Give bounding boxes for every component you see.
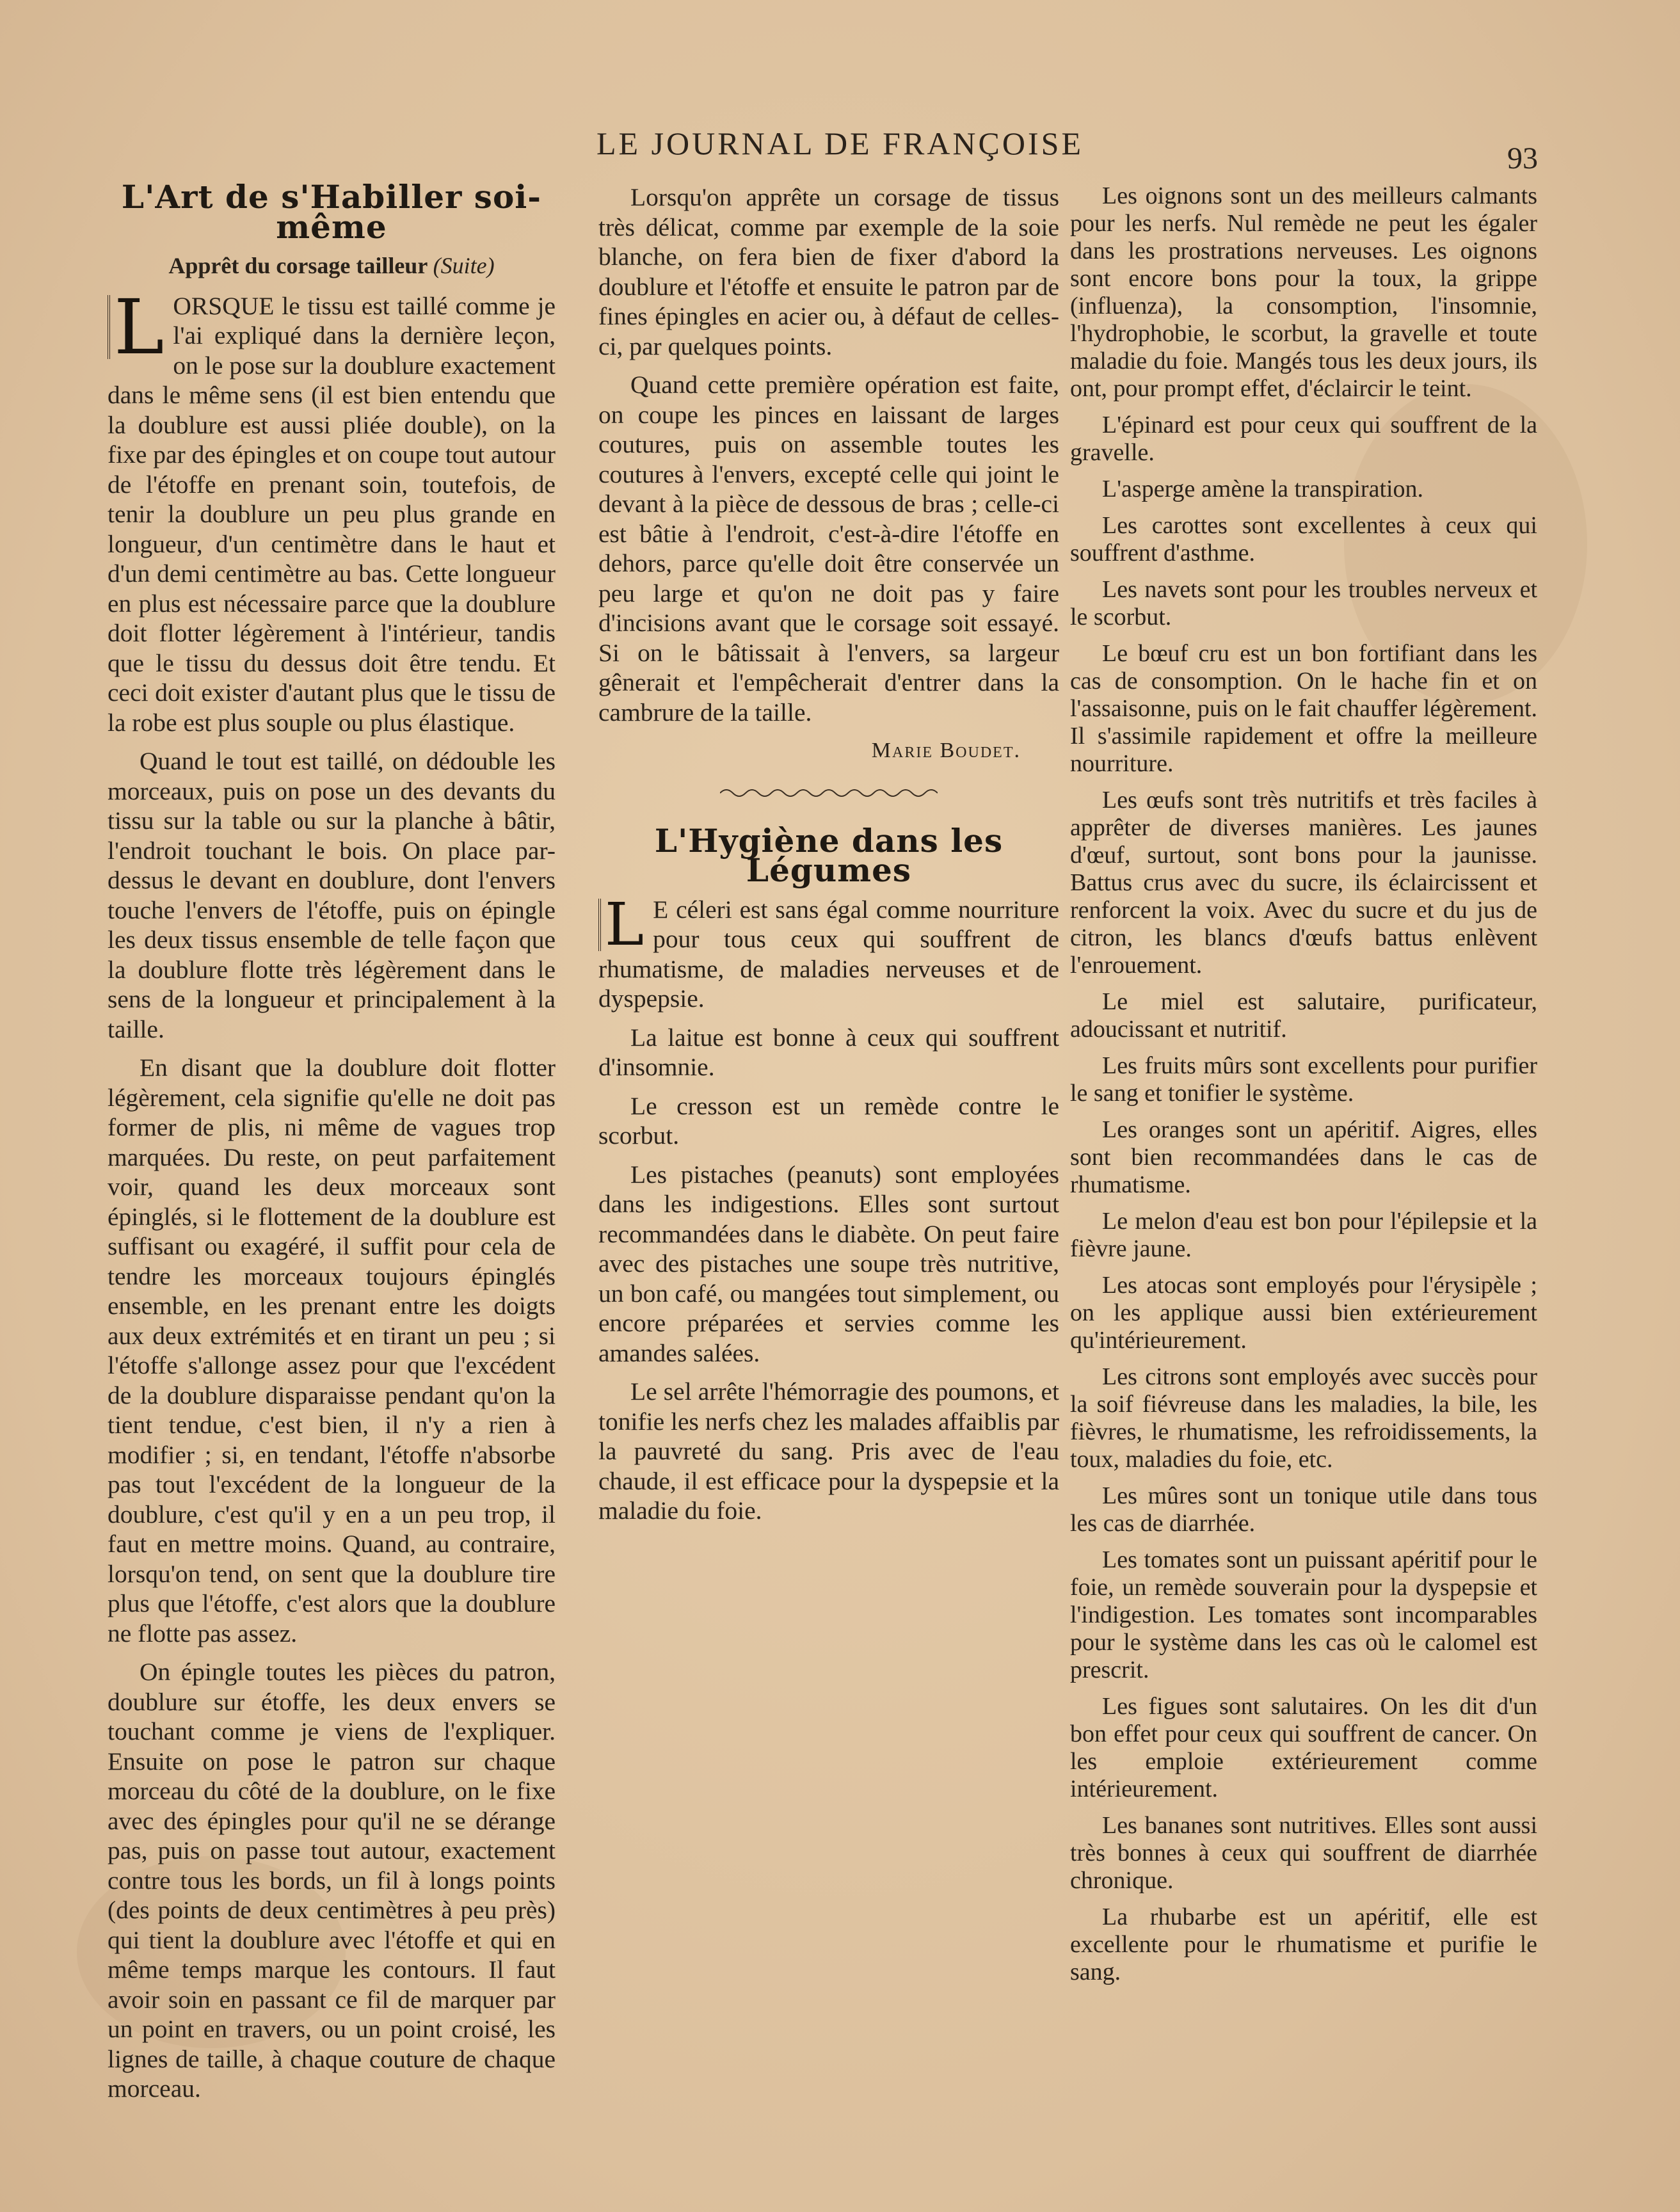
paragraph: Quand cette première opération est faite, on coupe les pinces en laissant de larges coutures, puis on assemble toutes les coutures à l'envers, excepté celle qui joint le devant à la pièce de dessous de bras ; celle-ci est bâtie à l'endroit, c'est-à-dire l'étoffe en dehors, parce qu'elle doit être conservée un peu large et qu'on ne doit pas y faire d'incisions avant que le corsage soit essayé. Si on le bâtissait à l'envers, sa largeur gênerait et l'empêcherait d'entrer dans la cambrure de la taille. [598, 371, 1059, 726]
paragraph: Les carottes sont excellentes à ceux qui souffrent d'asthme. [1070, 512, 1537, 566]
paragraph: Les oranges sont un apéritif. Aigres, elles sont bien recommandées dans le cas de rhumatisme. [1070, 1116, 1537, 1198]
paragraph: Les tomates sont un puissant apéritif pour le foie, un remède souverain pour la dyspepsie et l'indigestion. Les tomates sont incomparables pour le système dans les cas où le calomel est prescrit. [1070, 1546, 1537, 1683]
paragraph: L'épinard est pour ceux qui souffrent de la gravelle. [1070, 412, 1537, 466]
column-3 [1070, 182, 1537, 1995]
paragraph [108, 282, 556, 738]
paragraph: Le melon d'eau est bon pour l'épilepsie et la fièvre jaune. [1070, 1208, 1537, 1262]
paragraph: Les atocas sont employés pour l'érysipèle ; on les applique aussi bien extérieurement qu'intérieurement. [1070, 1272, 1537, 1354]
paragraph: Le bœuf cru est un bon fortifiant dans les cas de consomption. On le hache fin et on l'assaisonne, puis on le fait chauffer légèrement. Il s'assimile rapidement et offre la meilleure nourriture. [1070, 640, 1537, 777]
paragraph: Les figues sont salutaires. On les dit d'un bon effet pour ceux qui souffrent de cancer. On les emploie extérieurement comme intérieurement. [1070, 1693, 1537, 1802]
paragraph: Le sel arrête l'hémorragie des poumons, et tonifie les nerfs chez les malades affaiblis par la pauvreté du sang. Pris avec de l'eau chaude, il est efficace pour la dyspepsie et la maladie du foie. [598, 1377, 1059, 1525]
subtitle-text: Apprêt du corsage tailleur [168, 253, 428, 278]
paragraph-text: ORSQUE le tissu est taillé comme je l'ai expliqué dans la dernière leçon, on le pose sur la doublure exactement dans le même sens (il est bien entendu que la doublure est aussi pliée double), on la fixe par des épingles et on coupe tout autour de l'étoffe en prenant soin, toutefois, de tenir la doublure un peu plus grande en longueur, d'un centimètre dans le haut et d'un demi centimètre au bas. Cette longueur en plus est nécessaire parce que la doublure doit flotter légèrement à l'intérieur, tandis que le tissu du dessus doit être tendu. Et ceci doit exister d'autant plus que le tissu de la robe est plus souple ou plus élastique. [108, 291, 556, 737]
dropcap-letter: L [108, 295, 164, 359]
column-2 [598, 182, 1059, 1535]
paragraph: Les mûres sont un tonique utile dans tous les cas de diarrhée. [1070, 1482, 1537, 1537]
subtitle-suffix: (Suite) [433, 253, 495, 278]
paragraph: Les citrons sont employés avec succès pour la soif fiévreuse dans les maladies, la bile, les fièvres, le rhumatisme, les refroidissements, la toux, maladies du foie, etc. [1070, 1363, 1537, 1473]
paragraph [598, 890, 1059, 1014]
paragraph: Les oignons sont un des meilleurs calmants pour les nerfs. Nul remède ne peut les égaler dans les prostrations nerveuses. Les oignons sont encore bons pour la toux, la grippe (influenza), la consomption, l'insomnie, l'hydrophobie, le scorbut, la gravelle et toute maladie du foie. Mangés tous les deux jours, ils ont, pour prompt effet, d'éclaircir le teint. [1070, 182, 1537, 402]
paragraph: Les pistaches (peanuts) sont employées dans les indigestions. Elles sont surtout recommandées dans le diabète. On peut faire avec des pistaches une soupe très nutritive, un bon café, ou mangées tout simplement, ou encore préparées et servies comme les amandes salées. [598, 1160, 1059, 1367]
paragraph: La laitue est bonne à ceux qui souffrent d'insomnie. [598, 1023, 1059, 1081]
paragraph: L'asperge amène la transpiration. [1102, 476, 1424, 502]
article-title: L'Hygiène dans les Légumes [654, 821, 1004, 889]
paragraph: En disant que la doublure doit flotter légèrement, cela signifie qu'elle ne doit pas former de plis, ni même de vagues trop marquées. Du reste, on peut parfaitement voir, quand les deux morceaux sont épinglés, si le flottement de la doublure est suffisant ou exagéré, il suffit pour cela de tendre les morceaux toujours épinglés ensemble, en les prenant entre les doigts aux deux extrémités et en tirant un peu ; si l'étoffe s'allonge assez pour que l'excédent de la doublure disparaisse pendant qu'on la tient tendue, c'est bien, il n'y a rien à modifier ; si, en tendant, l'étoffe n'absorbe pas tout l'excédent de la longueur de la doublure, c'est qu'il y en a un peu trop, il faut en mettre moins. Quand, au contraire, lorsqu'on tend, on sent que la doublure tire plus que l'étoffe, c'est alors que la doublure ne flotte pas assez. [108, 1054, 556, 1647]
paragraph-split [108, 1657, 556, 2104]
column-1 [108, 178, 556, 2113]
paragraph-text: On épingle toutes les pièces du patron, doublure sur étoffe, les deux envers se touchant comme je viens de l'expliquer. Ensuite on pose le patron sur chaque morceau du côté de la doublure, on le fixe avec des épingles pour qu'il ne se dérange pas, puis on passe tout autour, exactement contre tous les bords, un fil à longs points (des points de deux centimètres à peu près) qui tient la doublure avec l'étoffe et qui en même temps marque les contours. Il faut avoir soin en passant ce fil de marquer par un point en travers, ou un point croisé, les lignes de taille, à chaque couture de chaque morceau. [108, 1658, 556, 2103]
paragraph: Les œufs sont très nutritifs et très faciles à apprêter de diverses manières. Les jaunes d'œuf, surtout, sont bons pour la jaunisse. Battus crus avec du sucre, ils éclaircissent et renforcent la voix. Avec du sucre et du jus de citron, les blancs d'œufs battus enlèvent l'enrouement. [1070, 787, 1537, 979]
paragraph-text: E céleri est sans égal comme nourriture pour tous ceux qui souffrent de rhumatisme, de maladies nerveuses et de dyspepsie. [598, 895, 1059, 1013]
paragraph: Le miel est salutaire, purificateur, adoucissant et nutritif. [1070, 988, 1537, 1043]
article-title: L'Art de s'Habiller soi-même [121, 178, 542, 246]
paragraph: Lorsqu'on apprête un corsage de tissus très délicat, comme par exemple de la soie blanche, on fera bien de fixer d'abord la doublure et l'étoffe et ensuite le patron par de fines épingles en acier ou, à défaut de celles-ci, par quelques points. [598, 183, 1059, 360]
article-subtitle [108, 251, 556, 281]
paragraph: La rhubarbe est un apéritif, elle est excellente pour le rhumatisme et purifie le sang. [1070, 1903, 1537, 1985]
paragraph: Quand le tout est taillé, on dédouble les morceaux, puis on pose un des devants du tissu sur la table ou sur la planche à bâtir, l'endroit touchant le bois. On place par-dessus le devant en doublure, dont l'envers touche l'envers de l'étoffe, puis on épingle les deux tissus ensemble de telle façon que la doublure flotte très légèrement dans le sens de la longueur et principalement à la taille. [108, 747, 556, 1043]
journal-title: LE JOURNAL DE FRANÇOISE [596, 125, 1084, 161]
author-signature: Marie Boudet. [871, 739, 1021, 762]
paragraph: Les fruits mûrs sont excellents pour purifier le sang et tonifier le système. [1070, 1052, 1537, 1107]
wave-divider [720, 785, 938, 801]
dropcap-letter: L [598, 899, 644, 951]
paragraph: Les navets sont pour les troubles nerveux et le scorbut. [1070, 576, 1537, 630]
page-number: 93 [1507, 141, 1538, 175]
paragraph: Le cresson est un remède contre le scorbut. [598, 1091, 1059, 1150]
paragraph: Les bananes sont nutritives. Elles sont aussi très bonnes à ceux qui souffrent de diarrhée chronique. [1070, 1812, 1537, 1894]
